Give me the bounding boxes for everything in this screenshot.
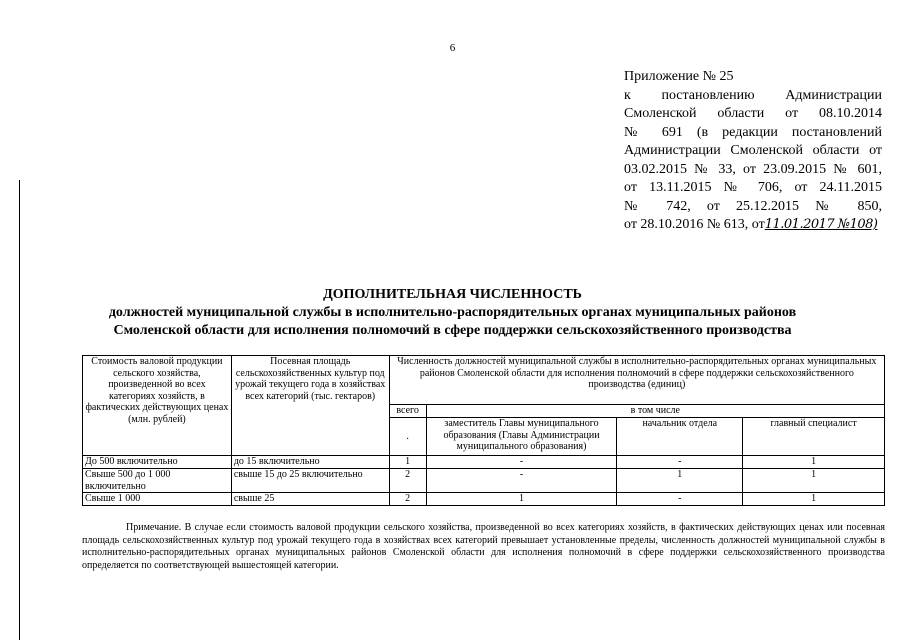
cell-chief-specialist: 1	[743, 493, 885, 506]
header-gross-output: Стоимость валовой продукции сельского хозяйства, произведенной во всех категориях хозяйств, в фактических действующих ценах (млн. рублей)	[83, 356, 232, 456]
annex-line: к постановлению Администрации	[624, 87, 882, 103]
document-subtitle-line: Смоленской области для исполнения полномочий в сфере поддержки сельскохозяйственного производства	[113, 323, 792, 338]
document-title: ДОПОЛНИТЕЛЬНАЯ ЧИСЛЕННОСТЬ	[323, 287, 582, 302]
header-including: в том числе	[426, 405, 884, 418]
header-staff-count: Численность должностей муниципальной службы в исполнительно-распорядительных органах муниципальных районов Смоленской области для исполнения полномочий в сфере поддержки сельскохозяйственного производства (единиц)	[389, 356, 884, 405]
table-row	[83, 469, 885, 493]
handwritten-amendment: 11.01.2017 №108)	[764, 217, 878, 232]
left-margin-line	[19, 180, 20, 640]
cell-deputy: -	[426, 456, 617, 469]
table-row	[83, 456, 885, 469]
staffing-table	[82, 355, 885, 506]
header-chief-specialist: главный специалист	[743, 418, 885, 456]
cell-sown-area: свыше 15 до 25 включительно	[231, 469, 389, 493]
header-department-head: начальник отдела	[617, 418, 743, 456]
cell-deputy: 1	[426, 493, 617, 506]
annex-line: № 742, от 25.12.2015 № 850,	[624, 198, 882, 214]
header-total: всего	[389, 405, 426, 418]
cell-chief-specialist: 1	[743, 469, 885, 493]
header-deputy-head: заместитель Главы муниципального образования (Главы Администрации муниципального образования)	[426, 418, 617, 456]
annex-line-prefix: от 28.10.2016 № 613, от	[624, 217, 765, 232]
header-sown-area: Посевная площадь сельскохозяйственных культур под урожай текущего года в хозяйствах всех категорий (тыс. гектаров)	[231, 356, 389, 456]
cell-department-head: -	[617, 456, 743, 469]
cell-total: 1	[389, 456, 426, 469]
annex-last-line	[624, 216, 882, 235]
cell-department-head: -	[617, 493, 743, 506]
annex-line: № 691 (в редакции постановлений	[624, 124, 882, 140]
cell-sown-area: до 15 включительно	[231, 456, 389, 469]
footnote-text: Примечание. В случае если стоимость валовой продукции сельского хозяйства, произведенной во всех категориях хозяйств, в фактических действующих ценах или посевная площадь сельскохозяйственных культур под урожай текущего года в хозяйствах всех категорий превышает установленные пределы, численность должностей муниципальной службы в исполнительно-распорядительных органах муниципальных районов Смоленской области для исполнения полномочий в сфере поддержки сельскохозяйственного производства определяется по соответствующей вышестоящей категории.	[82, 522, 885, 571]
annex-line: 03.02.2015 № 33, от 23.09.2015 № 601,	[624, 161, 882, 177]
cell-chief-specialist: 1	[743, 456, 885, 469]
annex-line: Администрации Смоленской области от	[624, 143, 882, 158]
cell-gross-output: Свыше 500 до 1 000 включительно	[83, 469, 232, 493]
annex-line: от 13.11.2015 № 706, от 24.11.2015	[624, 180, 882, 195]
header-total-mark: .	[389, 418, 426, 456]
cell-total: 2	[389, 469, 426, 493]
cell-gross-output: Свыше 1 000	[83, 493, 232, 506]
cell-sown-area: свыше 25	[231, 493, 389, 506]
document-subtitle-line: должностей муниципальной службы в исполнительно-распорядительных органах муниципальных районов	[108, 305, 797, 320]
footnote	[82, 522, 885, 572]
annex-line: Смоленской области от 08.10.2014	[624, 106, 882, 121]
cell-gross-output: До 500 включительно	[83, 456, 232, 469]
page-number: 6	[449, 42, 456, 54]
annex-block	[624, 68, 882, 235]
table-row	[83, 493, 885, 506]
cell-deputy: -	[426, 469, 617, 493]
cell-total: 2	[389, 493, 426, 506]
cell-department-head: 1	[617, 469, 743, 493]
annex-line: Приложение № 25	[624, 69, 734, 84]
